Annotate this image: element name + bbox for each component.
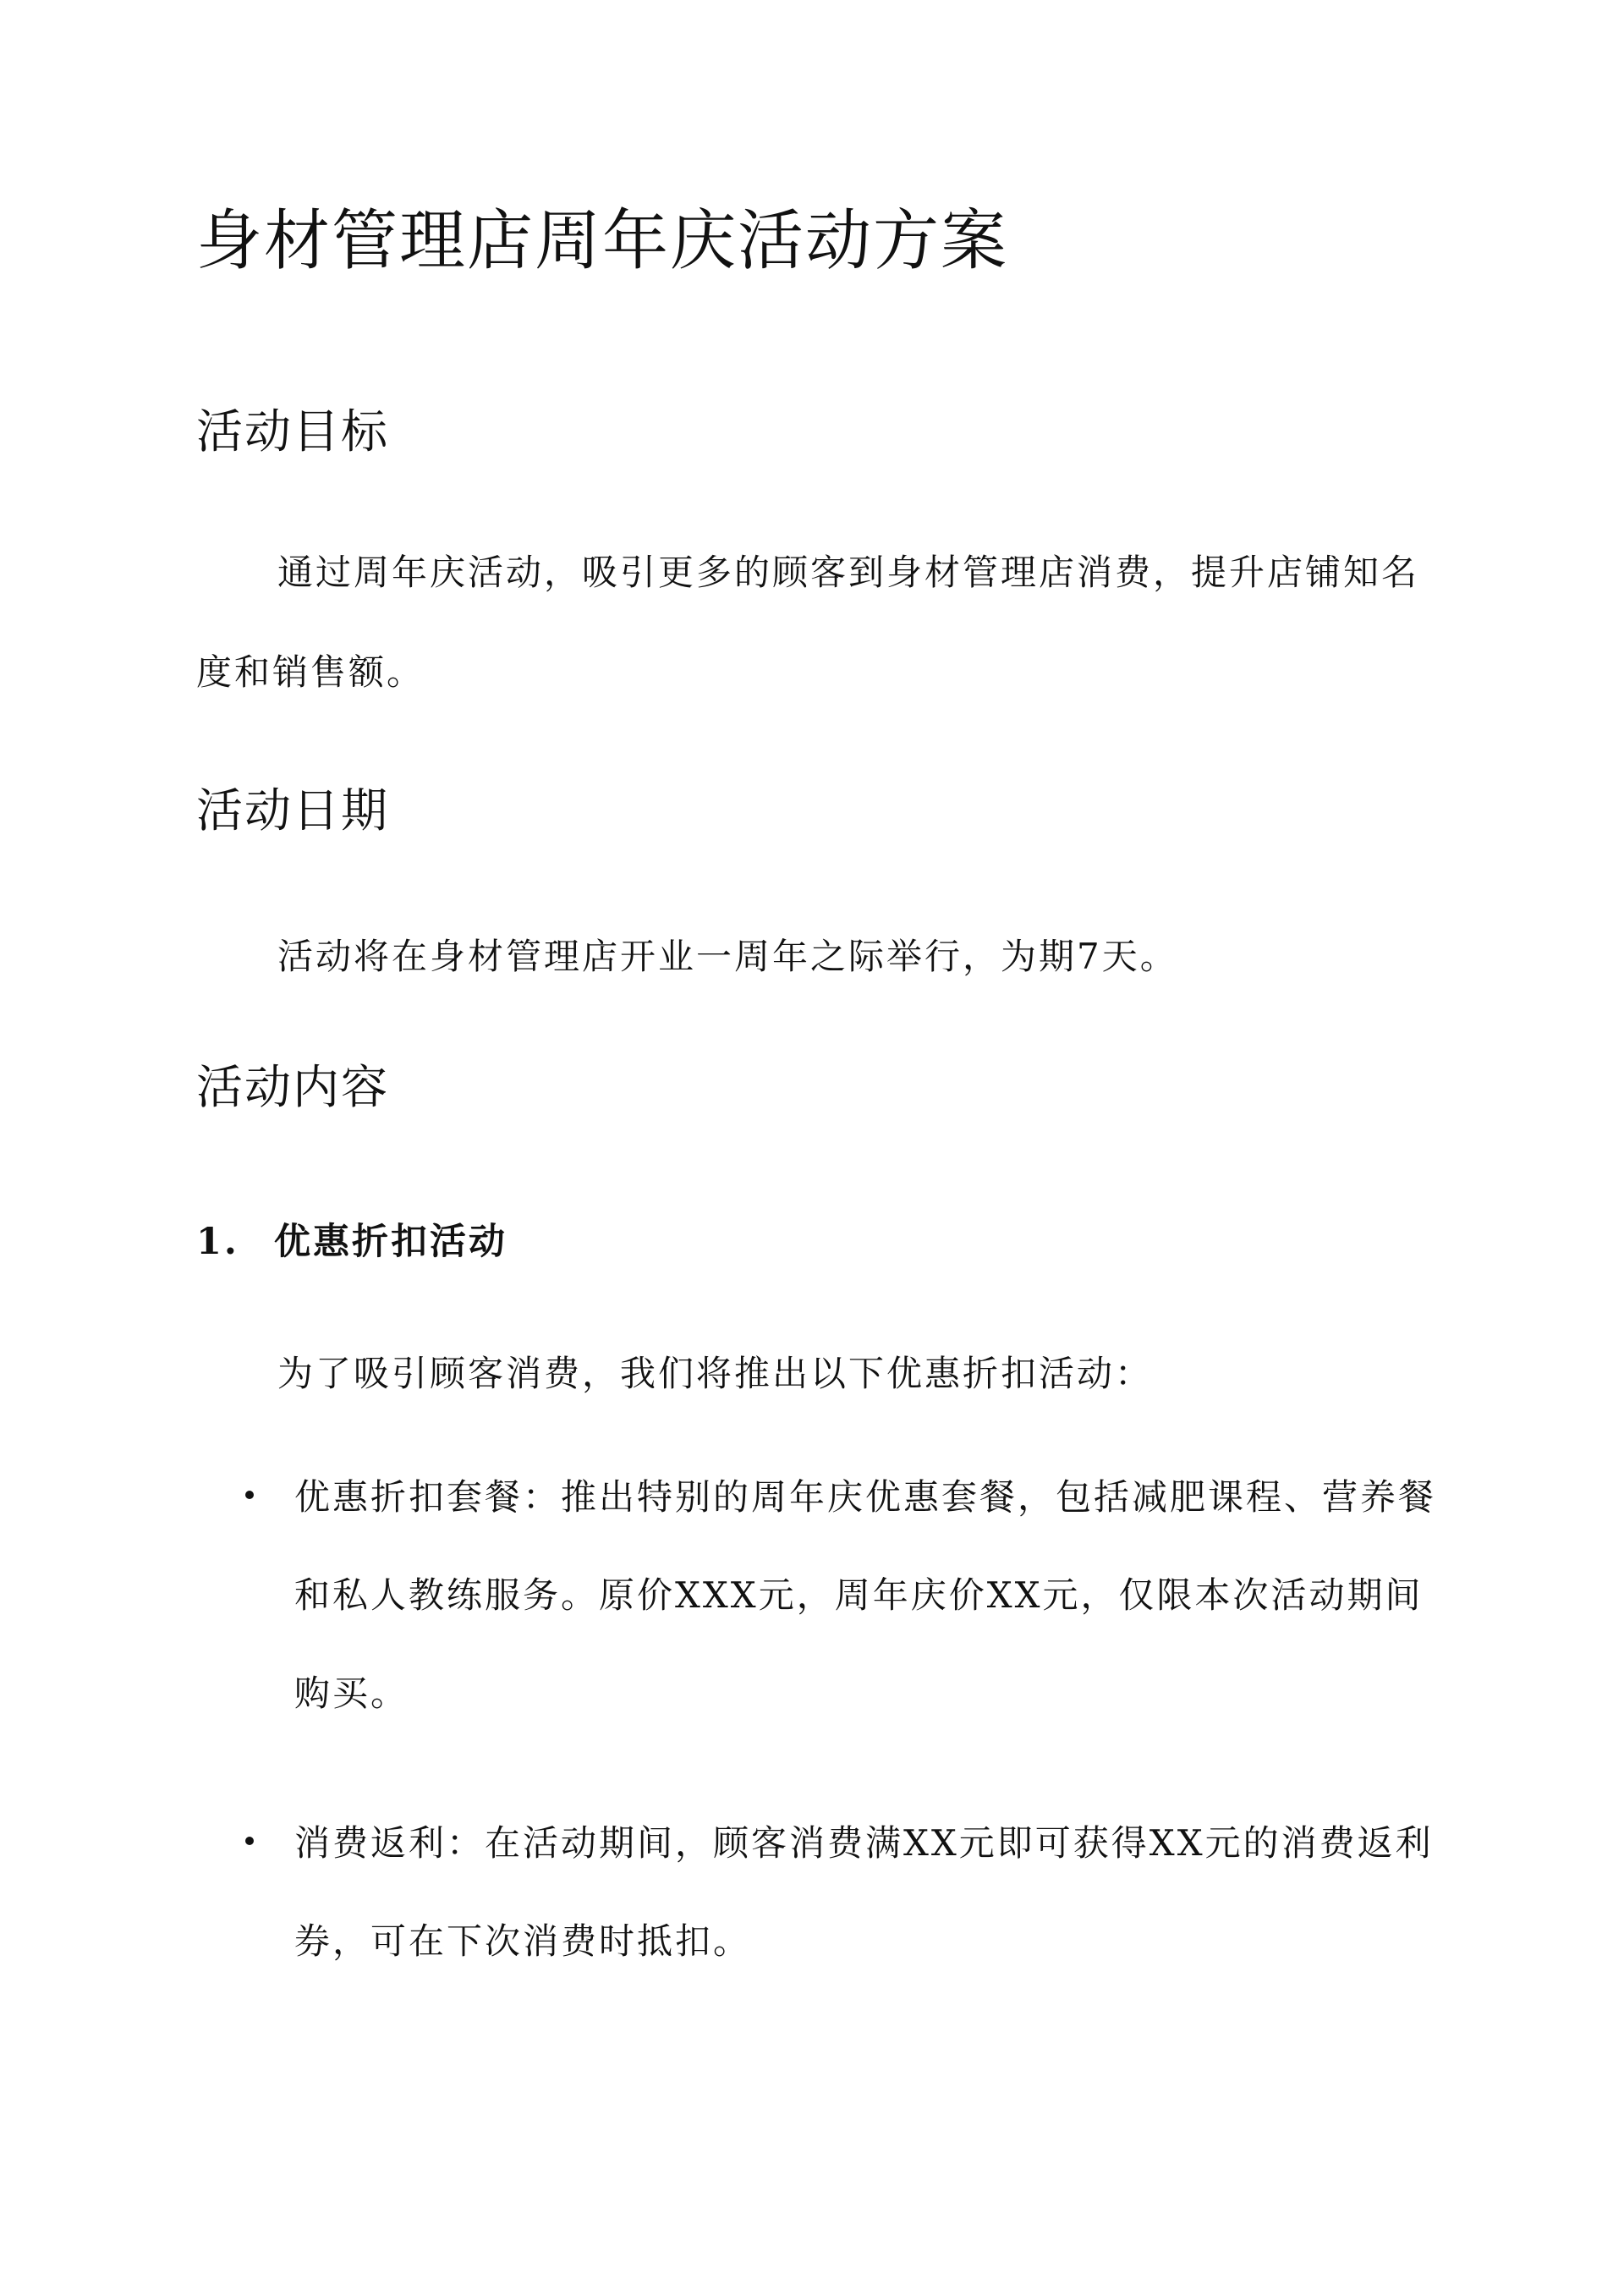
activity-goal-paragraph: 通过周年庆活动，吸引更多的顾客到身材管理店消费，提升店铺知名度和销售额。 [196, 552, 1420, 693]
discount-package-list-item [245, 1448, 1438, 1743]
document-title: 身材管理店周年庆活动方案 [196, 203, 1009, 279]
activity-goal-heading: 活动目标 [196, 404, 390, 459]
discount-activity-number: 1. [196, 1221, 239, 1263]
discount-package-text: 优惠折扣套餐：推出特别的周年庆优惠套餐，包括减肥课程、营养餐和私人教练服务。原价XXX元，周年庆价XX元，仅限本次活动期间购买。 [294, 1476, 1437, 1714]
discount-activity-intro: 为了吸引顾客消费，我们将推出以下优惠折扣活动： [277, 1353, 1154, 1394]
activity-date-heading: 活动日期 [196, 783, 390, 838]
bullet-icon [245, 1491, 254, 1499]
activity-content-heading: 活动内容 [196, 1060, 390, 1114]
bullet-icon [245, 1837, 254, 1845]
discount-activity-title: 优惠折扣活动 [274, 1221, 508, 1263]
consumption-rebate-list-item [245, 1794, 1438, 1991]
discount-activity-heading [196, 1212, 1423, 1272]
discount-activity-list [245, 1448, 1438, 2042]
activity-date-paragraph: 活动将在身材管理店开业一周年之际举行，为期7天。 [277, 936, 1178, 977]
consumption-rebate-text: 消费返利：在活动期间，顾客消费满XX元即可获得XX元的消费返利券，可在下次消费时抵扣。 [294, 1822, 1434, 1962]
